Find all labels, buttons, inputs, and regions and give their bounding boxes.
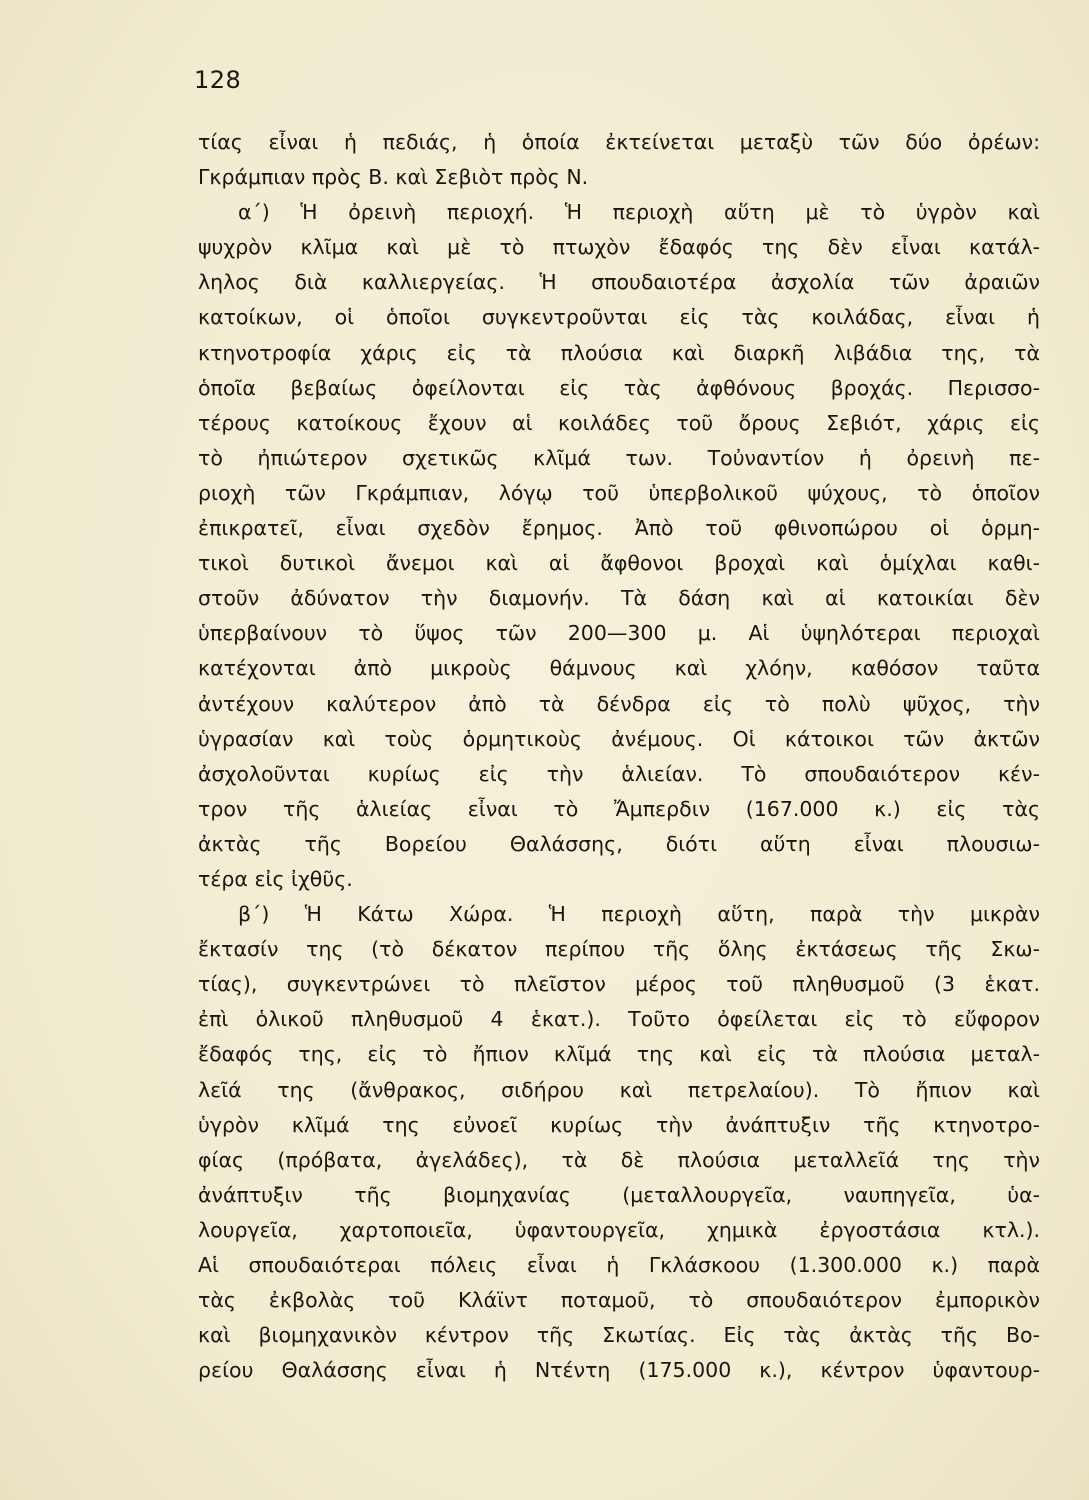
text-line: Γκράμπιαν πρὸς Β. καὶ Σεβιὸτ πρὸς Ν.	[198, 165, 589, 190]
text-line: στοῦν ἀδύνατον τὴν διαμονήν. Τὰ δάση καὶ αἱ κατοικίαι δὲν	[198, 586, 1040, 611]
section-heading-line: β΄) Ἡ Κάτω Χώρα. Ἡ περιοχὴ αὕτη, παρὰ τὴν μικρὰν	[238, 902, 1040, 927]
page-number: 128	[194, 66, 242, 94]
text-line: λεῖά της (ἄνθρακος, σιδήρου καὶ πετρελαίου). Τὸ ἤπιον καὶ	[198, 1077, 1040, 1102]
text-line: τίας εἶναι ἡ πεδιάς, ἡ ὁποία ἐκτείνεται μεταξὺ τῶν δύο ὀρέων:	[198, 130, 1040, 154]
text-line: φίας (πρόβατα, ἀγελάδες), τὰ δὲ πλούσια μεταλλεῖά της τὴν	[198, 1147, 1040, 1172]
text-line: καὶ βιομηχανικὸν κέντρον τῆς Σκωτίας. Εἰς τὰς ἀκτὰς τῆς Βο-	[198, 1323, 1040, 1348]
text-line: ψυχρὸν κλῖμα καὶ μὲ τὸ πτωχὸν ἔδαφός της δὲν εἶναι κατάλ-	[198, 235, 1040, 260]
text-line: κτηνοτροφία χάρις εἰς τὰ πλούσια καὶ διαρκῆ λιβάδια της, τὰ	[198, 340, 1040, 365]
text-line: ἀσχολοῦνται κυρίως εἰς τὴν ἁλιείαν. Τὸ σπουδαιότερον κέν-	[198, 761, 1040, 786]
text-line: ἀνάπτυξιν τῆς βιομηχανίας (μεταλλουργεῖα, ναυπηγεῖα, ὑα-	[198, 1182, 1040, 1207]
text-line: τίας), συγκεντρώνει τὸ πλεῖστον μέρος τοῦ πληθυσμοῦ (3 ἑκατ.	[198, 972, 1040, 997]
text-line: ὑγρὸν κλῖμά της εὐνοεῖ κυρίως τὴν ἀνάπτυξιν τῆς κτηνοτρο-	[198, 1112, 1040, 1137]
text-line: κατοίκων, οἱ ὁποῖοι συγκεντροῦνται εἰς τὰς κοιλάδας, εἶναι ἡ	[198, 305, 1040, 330]
section-heading-line: α΄) Ἡ ὀρεινὴ περιοχή. Ἡ περιοχὴ αὕτη μὲ τὸ ὑγρὸν καὶ	[238, 200, 1040, 225]
text-line: ρείου Θαλάσσης εἶναι ἡ Ντέντη (175.000 κ.), κέντρον ὑφαντουρ-	[198, 1358, 1040, 1383]
text-line: κατέχονται ἀπὸ μικροὺς θάμνους καὶ χλόην, καθόσον ταῦτα	[198, 656, 1040, 681]
text-line: Αἱ σπουδαιότεραι πόλεις εἶναι ἡ Γκλάσκοου (1.300.000 κ.) παρὰ	[198, 1253, 1040, 1277]
text-line: ὁποῖα βεβαίως ὀφείλονται εἰς τὰς ἀφθόνους βροχάς. Περισσο-	[198, 375, 1040, 400]
text-line: τὰς ἐκβολὰς τοῦ Κλάϊντ ποταμοῦ, τὸ σπουδαιότερον ἐμπορικὸν	[198, 1288, 1040, 1313]
text-line: ἐπὶ ὁλικοῦ πληθυσμοῦ 4 ἑκατ.). Τοῦτο ὀφείλεται εἰς τὸ εὔφορον	[198, 1007, 1040, 1032]
text-line: ὑγρασίαν καὶ τοὺς ὁρμητικοὺς ἀνέμους. Οἱ κάτοικοι τῶν ἀκτῶν	[198, 726, 1040, 751]
text-line: ἔκτασίν της (τὸ δέκατον περίπου τῆς ὅλης ἐκτάσεως τῆς Σκω-	[198, 937, 1040, 962]
text-line: λουργεῖα, χαρτοποιεῖα, ὑφαντουργεῖα, χημικὰ ἐργοστάσια κτλ.).	[198, 1217, 1040, 1242]
text-line: ληλος διὰ καλλιεργείας. Ἡ σπουδαιοτέρα ἀσχολία τῶν ἀραιῶν	[198, 270, 1040, 295]
text-line: τέρους κατοίκους ἔχουν αἱ κοιλάδες τοῦ ὄρους Σεβιότ, χάρις εἰς	[198, 410, 1040, 435]
text-line: ριοχὴ τῶν Γκράμπιαν, λόγῳ τοῦ ὑπερβολικοῦ ψύχους, τὸ ὁποῖον	[198, 480, 1040, 505]
text-line: τικοὶ δυτικοὶ ἄνεμοι καὶ αἱ ἄφθονοι βροχαὶ καὶ ὁμίχλαι καθι-	[198, 551, 1040, 576]
text-line: ἀντέχουν καλύτερον ἀπὸ τὰ δένδρα εἰς τὸ πολὺ ψῦχος, τὴν	[198, 691, 1040, 716]
text-line: τέρα εἰς ἰχθῦς.	[198, 866, 353, 891]
text-line: ἀκτὰς τῆς Βορείου Θαλάσσης, διότι αὕτη εἶναι πλουσιω-	[198, 831, 1040, 856]
text-line: ἔδαφός της, εἰς τὸ ἤπιον κλῖμά της καὶ εἰς τὰ πλούσια μεταλ-	[198, 1042, 1040, 1067]
text-line: ὑπερβαίνουν τὸ ὕψος τῶν 200—300 μ. Αἱ ὑψηλότεραι περιοχαὶ	[198, 621, 1040, 646]
text-line: ἐπικρατεῖ, εἶναι σχεδὸν ἔρημος. Ἀπὸ τοῦ φθινοπώρου οἱ ὁρμη-	[198, 516, 1040, 541]
text-line: τὸ ἠπιώτερον σχετικῶς κλῖμά των. Τοὐναντίον ἡ ὀρεινὴ πε-	[198, 445, 1040, 470]
body-text	[198, 125, 1040, 1388]
text-line: τρον τῆς ἁλιείας εἶναι τὸ Ἄμπερδιν (167.000 κ.) εἰς τὰς	[198, 796, 1040, 821]
